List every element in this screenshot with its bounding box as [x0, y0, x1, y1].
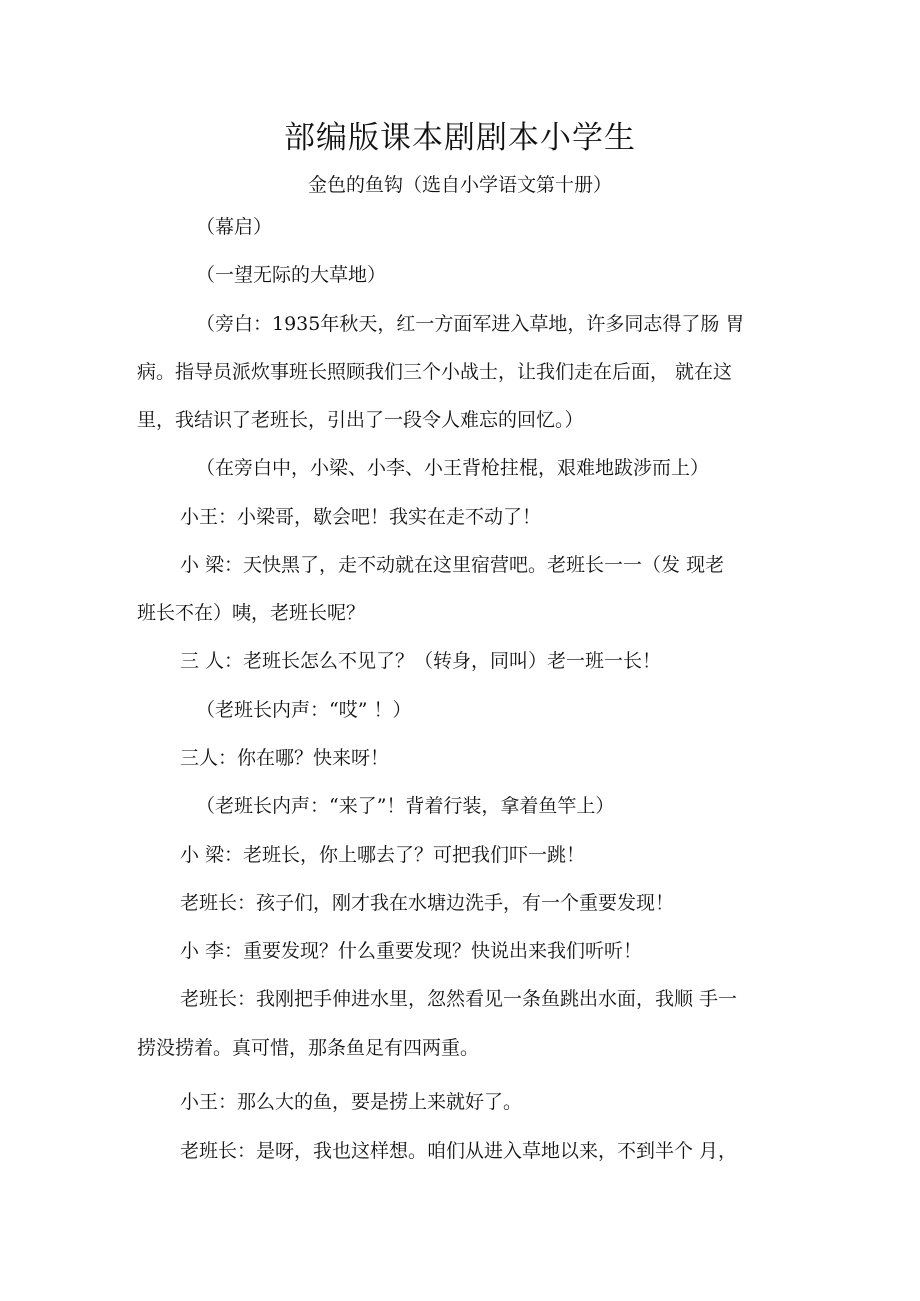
script-line: 班长不在）咦，老班长呢？ [137, 602, 366, 624]
script-line: 三 人：老班长怎么不见了？（转身，同叫）老一班一长！ [180, 650, 662, 672]
document-title: 部编版课本剧剧本小学生 [284, 120, 636, 156]
document-subtitle: 金色的鱼钩（选自小学语文第十册） [307, 174, 612, 196]
script-line: 小王：小梁哥，歇会吧！我实在走不动了！ [180, 506, 542, 528]
script-line: 捞没捞着。真可惜，那条鱼足有四两重。 [137, 1037, 480, 1059]
script-line: （一望无际的大草地） [196, 264, 387, 286]
script-line: 老班长：我刚把手伸进水里，忽然看见一条鱼跳出水面，我顺 手一 [180, 988, 738, 1010]
script-line: 老班长：孩子们，刚才我在水塘边洗手，有一个重要发现！ [180, 892, 675, 914]
script-line: （在旁白中，小梁、小李、小王背枪拄棍，艰难地跋涉而上） [196, 457, 710, 479]
script-line: 小王：那么大的鱼，要是捞上来就好了。 [180, 1091, 523, 1113]
script-line: （幕启） [196, 216, 273, 238]
script-line: （老班长内声：“哎” ！） [196, 699, 412, 721]
script-line: 里，我结识了老班长，引出了一段令人难忘的回忆。） [137, 409, 584, 431]
script-line: （旁白：1935年秋天，红一方面军进入草地，许多同志得了肠 胃 [196, 313, 745, 335]
script-line: 小 梁：老班长，你上哪去了？可把我们吓一跳！ [180, 844, 586, 866]
script-line: （老班长内声：“来了”！背着行装，拿着鱼竿上） [196, 795, 615, 817]
script-line: 病。指导员派炊事班长照顾我们三个小战士，让我们走在后面， 就在这 [137, 361, 733, 383]
script-line: 小 李：重要发现？什么重要发现？快说出来我们听听！ [180, 940, 643, 962]
script-line: 三人：你在哪？快来呀！ [180, 747, 390, 769]
script-line: 小 梁：天快黑了，走不动就在这里宿营吧。老班长一一（发 现老 [180, 554, 725, 576]
script-line: 老班长：是呀，我也这样想。咱们从进入草地以来，不到半个 月， [180, 1140, 738, 1162]
